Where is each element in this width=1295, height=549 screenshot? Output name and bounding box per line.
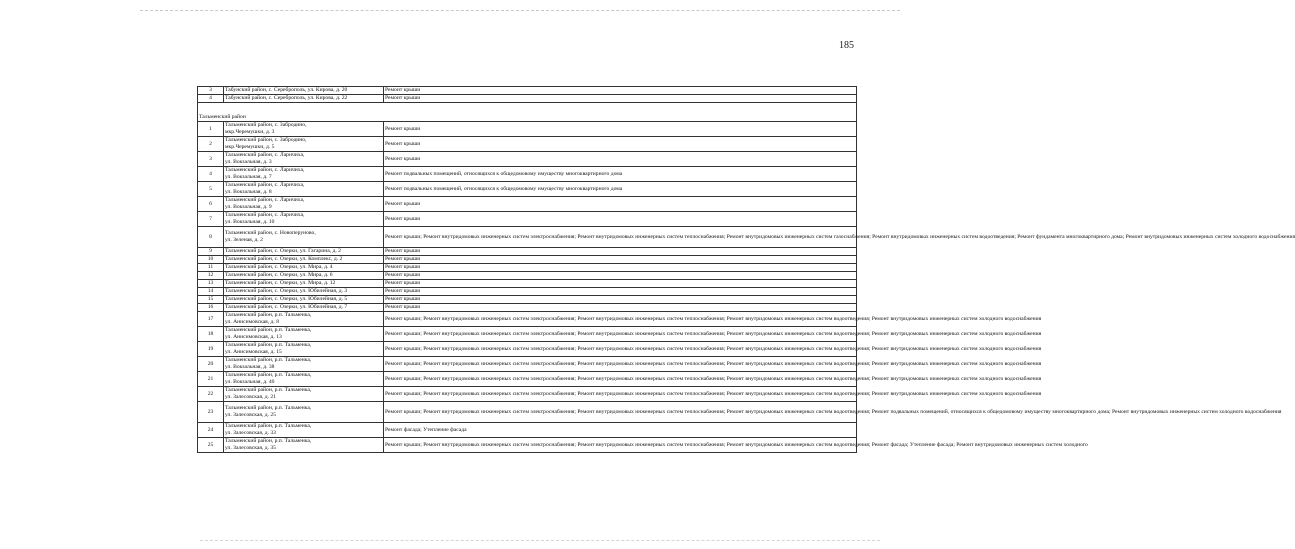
address-line: Тальменский район, с. Озерки, ул. Мира, д. 4 xyxy=(225,264,333,270)
table-row xyxy=(198,423,857,438)
row-number: 15 xyxy=(198,296,224,304)
address-line: ул. Вокзальная, д. 7 xyxy=(225,174,272,180)
address-cell xyxy=(224,312,384,327)
address-cell xyxy=(224,256,384,264)
work-type-cell: Ремонт крыши xyxy=(384,296,857,304)
address-line: Тальменский район, с. Ларичиха, xyxy=(225,167,305,173)
work-type-cell: Ремонт крыши xyxy=(384,152,857,167)
address-cell xyxy=(224,288,384,296)
work-type-cell: Ремонт крыши; Ремонт внутридомовых инженерных систем электроснабжения; Ремонт внутридомовых инженерных систем теплоснабжения; Ремонт внутридомовых инженерных систем водоотведения; Ремонт внутридомовых инженерных систем холодного водоснабжения xyxy=(384,387,857,402)
address-cell xyxy=(224,402,384,423)
address-line: ул. Залесовская, д. 33 xyxy=(225,430,276,436)
row-number: 3 xyxy=(198,87,224,95)
row-number: 2 xyxy=(198,137,224,152)
address-cell xyxy=(224,212,384,227)
address-cell xyxy=(224,387,384,402)
address-cell xyxy=(224,372,384,387)
row-number: 22 xyxy=(198,387,224,402)
row-number: 18 xyxy=(198,327,224,342)
table-row xyxy=(198,342,857,357)
row-number: 1 xyxy=(198,122,224,137)
table-row xyxy=(198,387,857,402)
address-line: Тальменский район, с. Озерки, ул. Гагарина, д. 2 xyxy=(225,248,341,254)
district-name: Тальменский район xyxy=(198,103,857,122)
work-type-cell: Ремонт крыши xyxy=(384,212,857,227)
row-number: 16 xyxy=(198,304,224,312)
address-cell xyxy=(224,227,384,248)
address-line: Тальменский район, с. Ларичиха, xyxy=(225,212,305,218)
table-row xyxy=(198,227,857,248)
district-header-row xyxy=(198,103,857,122)
work-type-cell: Ремонт крыши xyxy=(384,122,857,137)
row-number: 8 xyxy=(198,227,224,248)
table-row xyxy=(198,152,857,167)
work-type-cell: Ремонт крыши xyxy=(384,87,857,95)
table-row xyxy=(198,327,857,342)
work-type-cell: Ремонт подвальных помещений, относящихся к общедомовому имуществу многоквартирного дома xyxy=(384,182,857,197)
work-type-cell: Ремонт крыши; Ремонт внутридомовых инженерных систем электроснабжения; Ремонт внутридомовых инженерных систем теплоснабжения; Ремонт внутридомовых инженерных систем водоотведения; Ремонт подвальных помещений, относящихся к общедомовому имуществу многоквартирного дома; Ремонт внутридомовых инженерных систем холодного водоснабжения xyxy=(384,402,857,423)
row-number: 24 xyxy=(198,423,224,438)
row-number: 4 xyxy=(198,95,224,103)
address-cell xyxy=(224,423,384,438)
address-line: Тальменский район, с. Озерки, ул. Юбилейная, д. 7 xyxy=(225,304,348,310)
table-row xyxy=(198,256,857,264)
address-line: Тальменский район, р.п. Тальменка, xyxy=(225,423,312,429)
address-line: ул. Анисимовская, д. 8 xyxy=(225,319,279,325)
row-number: 10 xyxy=(198,256,224,264)
address-cell xyxy=(224,438,384,453)
table-row xyxy=(198,95,857,103)
table-row xyxy=(198,182,857,197)
address-line: Тальменский район, с. Забродино, xyxy=(225,122,307,128)
work-type-cell: Ремонт крыши xyxy=(384,304,857,312)
address-line: ул. Вокзальная, д. 9 xyxy=(225,204,272,210)
address-cell xyxy=(224,327,384,342)
address-cell xyxy=(224,272,384,280)
row-number: 7 xyxy=(198,212,224,227)
table-row xyxy=(198,122,857,137)
work-type-cell: Ремонт крыши xyxy=(384,256,857,264)
address-cell xyxy=(224,87,384,95)
row-number: 19 xyxy=(198,342,224,357)
row-number: 3 xyxy=(198,152,224,167)
address-cell xyxy=(224,152,384,167)
repair-registry-table xyxy=(197,86,1295,453)
address-line: Тальменский район, р.п. Тальменка, xyxy=(225,438,312,444)
work-type-cell: Ремонт крыши xyxy=(384,95,857,103)
work-type-cell: Ремонт крыши xyxy=(384,197,857,212)
table-row xyxy=(198,296,857,304)
address-line: ул. Вокзальная, д. 8 xyxy=(225,189,272,195)
address-line: ул. Вокзальная, д. 3 xyxy=(225,159,272,165)
address-line: ул. Зеленая, д. 2 xyxy=(225,237,263,243)
address-line: ул. Анисимовская, д. 13 xyxy=(225,334,282,340)
address-line: Тальменский район, с. Новоперуново, xyxy=(225,230,316,236)
row-number: 5 xyxy=(198,182,224,197)
table-row xyxy=(198,272,857,280)
table-row xyxy=(198,288,857,296)
address-line: Тальменский район, с. Озерки, ул. Комплекс, д. 2 xyxy=(225,256,343,262)
row-number: 4 xyxy=(198,167,224,182)
address-line: Тальменский район, р.п. Тальменка, xyxy=(225,357,312,363)
address-line: Тальменский район, с. Ларичиха, xyxy=(225,197,305,203)
address-line: Тальменский район, р.п. Тальменка, xyxy=(225,372,312,378)
row-number: 9 xyxy=(198,248,224,256)
address-line: мкр.Черемушки, д. 3 xyxy=(225,129,275,135)
address-cell xyxy=(224,342,384,357)
address-line: ул. Вокзальная, д. 38 xyxy=(225,364,275,370)
table-row xyxy=(198,312,857,327)
address-line: Тальменский район, с. Озерки, ул. Мира, д. 12 xyxy=(225,280,336,286)
work-type-cell: Ремонт крыши; Ремонт внутридомовых инженерных систем электроснабжения; Ремонт внутридомовых инженерных систем теплоснабжения; Ремонт внутридомовых инженерных систем водоотведения; Ремонт фасада; Утепление фасада; Ремонт внутридомовых инженерных систем холодного xyxy=(384,438,857,453)
address-line: ул. Вокзальная, д. 40 xyxy=(225,379,275,385)
address-line: ул. Залесовская, д. 35 xyxy=(225,445,276,451)
address-line: Тальменский район, р.п. Тальменка, xyxy=(225,342,312,348)
work-type-cell: Ремонт крыши xyxy=(384,288,857,296)
work-type-cell: Ремонт крыши xyxy=(384,137,857,152)
address-line: мкр.Черемушки, д. 5 xyxy=(225,144,275,150)
work-type-cell: Ремонт подвальных помещений, относящихся к общедомовому имуществу многоквартирного дома xyxy=(384,167,857,182)
row-number: 20 xyxy=(198,357,224,372)
row-number: 14 xyxy=(198,288,224,296)
address-cell xyxy=(224,357,384,372)
table-row xyxy=(198,357,857,372)
work-type-cell: Ремонт крыши; Ремонт внутридомовых инженерных систем электроснабжения; Ремонт внутридомовых инженерных систем теплоснабжения; Ремонт внутридомовых инженерных систем водоотведения; Ремонт внутридомовых инженерных систем холодного водоснабжения xyxy=(384,342,857,357)
row-number: 6 xyxy=(198,197,224,212)
address-line: ул. Вокзальная, д. 10 xyxy=(225,219,275,225)
row-number: 23 xyxy=(198,402,224,423)
address-cell xyxy=(224,280,384,288)
bottom-scan-rule xyxy=(200,540,880,541)
address-line: ул. Залесовская, д. 21 xyxy=(225,394,276,400)
registry-body xyxy=(198,87,1295,453)
address-cell xyxy=(224,122,384,137)
table-row xyxy=(198,280,857,288)
row-number: 11 xyxy=(198,264,224,272)
top-scan-rule xyxy=(140,10,900,11)
address-line: Тальменский район, с. Озерки, ул. Юбилейная, д. 3 xyxy=(225,288,348,294)
address-line: ул. Анисимовская, д. 15 xyxy=(225,349,282,355)
address-line: Тальменский район, р.п. Тальменка, xyxy=(225,405,312,411)
table-row xyxy=(198,87,857,95)
address-cell xyxy=(224,248,384,256)
address-line: Тальменский район, с. Забродино, xyxy=(225,137,307,143)
work-type-cell: Ремонт фасада; Утепление фасада xyxy=(384,423,857,438)
address-cell xyxy=(224,95,384,103)
address-line: Табунский район, с. Сереброполь, ул. Кирова, д. 22 xyxy=(225,95,348,101)
address-cell xyxy=(224,167,384,182)
address-cell xyxy=(224,296,384,304)
row-number: 25 xyxy=(198,438,224,453)
table-row xyxy=(198,304,857,312)
work-type-cell: Ремонт крыши xyxy=(384,272,857,280)
address-line: ул. Залесовская, д. 25 xyxy=(225,412,276,418)
table-row xyxy=(198,372,857,387)
work-type-cell: Ремонт крыши; Ремонт внутридомовых инженерных систем электроснабжения; Ремонт внутридомовых инженерных систем теплоснабжения; Ремонт внутридомовых инженерных систем водоотведения; Ремонт внутридомовых инженерных систем холодного водоснабжения xyxy=(384,312,857,327)
address-line: Тальменский район, с. Озерки, ул. Мира, д. 6 xyxy=(225,272,333,278)
row-number: 17 xyxy=(198,312,224,327)
table-row xyxy=(198,167,857,182)
address-line: Тальменский район, с. Ларичиха, xyxy=(225,182,305,188)
address-cell xyxy=(224,137,384,152)
address-cell xyxy=(224,304,384,312)
address-line: Тальменский район, р.п. Тальменка, xyxy=(225,327,312,333)
address-cell xyxy=(224,197,384,212)
address-cell xyxy=(224,182,384,197)
work-type-cell: Ремонт крыши; Ремонт внутридомовых инженерных систем электроснабжения; Ремонт внутридомовых инженерных систем теплоснабжения; Ремонт внутридомовых инженерных систем водоотведения; Ремонт внутридомовых инженерных систем холодного водоснабжения xyxy=(384,357,857,372)
work-type-cell: Ремонт крыши; Ремонт внутридомовых инженерных систем электроснабжения; Ремонт внутридомовых инженерных систем теплоснабжения; Ремонт внутридомовых инженерных систем газоснабжения; Ремонт внутридомовых инженерных систем водоотведения; Ремонт фундамента многоквартирного дома; Ремонт внутридомовых инженерных систем холодного водоснабжения xyxy=(384,227,857,248)
work-type-cell: Ремонт крыши; Ремонт внутридомовых инженерных систем электроснабжения; Ремонт внутридомовых инженерных систем теплоснабжения; Ремонт внутридомовых инженерных систем водоотведения; Ремонт внутридомовых инженерных систем холодного водоснабжения xyxy=(384,327,857,342)
work-type-cell: Ремонт крыши xyxy=(384,248,857,256)
work-type-cell: Ремонт крыши xyxy=(384,264,857,272)
table-row xyxy=(198,402,857,423)
row-number: 21 xyxy=(198,372,224,387)
work-type-cell: Ремонт крыши; Ремонт внутридомовых инженерных систем электроснабжения; Ремонт внутридомовых инженерных систем теплоснабжения; Ремонт внутридомовых инженерных систем водоотведения; Ремонт внутридомовых инженерных систем холодного водоснабжения xyxy=(384,372,857,387)
address-line: Тальменский район, с. Озерки, ул. Юбилейная, д. 5 xyxy=(225,296,348,302)
address-line: Табунский район, с. Сереброполь, ул. Кирова, д. 20 xyxy=(225,87,348,93)
table-row xyxy=(198,197,857,212)
address-line: Тальменский район, с. Ларичиха, xyxy=(225,152,305,158)
address-line: Тальменский район, р.п. Тальменка, xyxy=(225,312,312,318)
table-row xyxy=(198,264,857,272)
table-row xyxy=(198,137,857,152)
table-row xyxy=(198,212,857,227)
address-line: Тальменский район, р.п. Тальменка, xyxy=(225,387,312,393)
table-row xyxy=(198,438,857,453)
page-number: 185 xyxy=(839,40,854,51)
address-cell xyxy=(224,264,384,272)
work-type-cell: Ремонт крыши xyxy=(384,280,857,288)
row-number: 13 xyxy=(198,280,224,288)
table-row xyxy=(198,248,857,256)
row-number: 12 xyxy=(198,272,224,280)
